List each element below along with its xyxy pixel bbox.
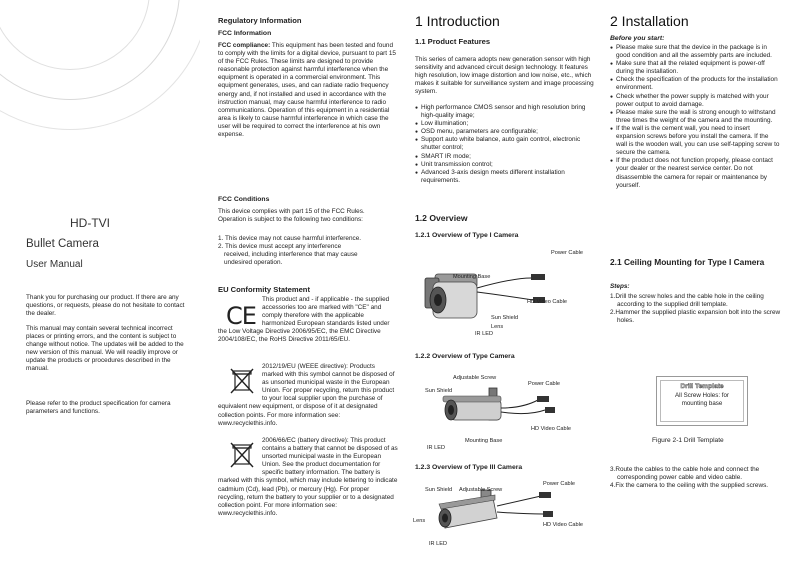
before-start-item: ● Please make sure the wall is strong enough to withstand three times the weight of the camera and the mounting. bbox=[610, 109, 780, 125]
type2-label-sun-shield: Sun Shield bbox=[425, 388, 453, 394]
type1-camera-figure bbox=[413, 244, 598, 340]
step-item: 3.Route the cables to the cable hole and connect the corresponding power cable and video cable. bbox=[610, 466, 760, 482]
features-list bbox=[415, 104, 595, 185]
fcc-conditions-heading: FCC Conditions bbox=[218, 196, 270, 203]
install-title: 2 Installation bbox=[610, 13, 689, 29]
fcc-compliance bbox=[218, 42, 396, 139]
type1-label-mounting-base: Mounting Base bbox=[453, 274, 491, 280]
introduction-panel bbox=[413, 0, 598, 567]
steps-list-a bbox=[610, 293, 790, 325]
type3-label-power-cable: Power Cable bbox=[543, 481, 576, 487]
feature-item: ● Unit transmission control; bbox=[415, 161, 595, 169]
type1-label-ir-led: IR LED bbox=[475, 331, 494, 337]
type3-label-sun-shield: Sun Shield bbox=[425, 487, 453, 493]
cover-panel bbox=[0, 0, 200, 567]
type3-label-lens: Lens bbox=[413, 518, 426, 524]
eu-text-ce-body: This product and - if applicable - the supplied accessories too are marked with "CE" and comply therefore with the applicable harmonized European standards listed under the Low Voltage Directive 2006/95/EC, the EMC Directive 2004/108/EC, the RoHS Directive 2011/65/EU. bbox=[218, 296, 390, 344]
before-start-item: ● If the wall is the cement wall, you need to insert expansion screws before you install the camera. If the wall is the wooden wall, you can use self-tapping screw to secure the camera. bbox=[610, 125, 780, 157]
type3-heading: 1.2.3 Overview of Type III Camera bbox=[415, 464, 523, 471]
ceiling-heading: 2.1 Ceiling Mounting for Type I Camera bbox=[610, 257, 765, 267]
cover-thanks: Thank you for purchasing our product. If there are any questions, or requests, please do not hesitate to contact the dealer. bbox=[26, 294, 185, 318]
cover-disclaimer: This manual may contain several technical incorrect places or printing errors, and the content is subject to change without notice. The updates will be added to the new version of this manual. We will readily improve or update the products or procedures described in the manual. bbox=[26, 325, 184, 373]
type1-label-sun-shield: Sun Shield bbox=[491, 315, 519, 321]
type2-label-power-cable: Power Cable bbox=[528, 381, 561, 387]
fcc-conditions-list bbox=[218, 235, 368, 267]
type3-label-ir-led: IR LED bbox=[429, 541, 448, 547]
before-start-label: Before you start: bbox=[610, 35, 665, 42]
feature-item: ● Low illumination; bbox=[415, 120, 595, 128]
type1-label-lens: Lens bbox=[491, 324, 504, 330]
before-start-item: ● Please make sure that the device in the package is in good condition and all the assembly parts are included. bbox=[610, 44, 780, 60]
step-item: 2.Hammer the supplied plastic expansion bolt into the screw holes. bbox=[610, 309, 781, 325]
installation-panel bbox=[608, 0, 798, 567]
overview-heading: 1.2 Overview bbox=[415, 213, 468, 223]
features-heading: 1.1 Product Features bbox=[415, 37, 491, 46]
type3-label-adjustable-screw: Adjustable Screw bbox=[459, 487, 503, 493]
before-start-item: ● If the product does not function properly, please contact your dealer or the nearest service center. Do not disassemble the camera for repair or maintenance by yourself. bbox=[610, 157, 780, 189]
type2-label-ir-led: IR LED bbox=[427, 445, 446, 451]
step-item: 4.Fix the camera to the ceiling with the supplied screws. bbox=[610, 482, 769, 490]
step-item: 1.Drill the screw holes and the cable hole in the ceiling according to the supplied drill template. bbox=[610, 293, 764, 309]
cover-doc-type: User Manual bbox=[26, 259, 83, 270]
regulatory-panel bbox=[218, 0, 398, 567]
cover-product-name: Bullet Camera bbox=[26, 238, 99, 250]
fcc-condition-item: 2. This device must accept any interference received, including interference that may cause undesired operation. bbox=[218, 243, 358, 267]
before-start-item: ● Check the specification of the products for the installation environment. bbox=[610, 76, 780, 92]
before-start-list bbox=[610, 44, 780, 190]
fcc-conditions-intro: This device complies with part 15 of the FCC Rules. Operation is subject to the following two conditions: bbox=[218, 208, 365, 224]
drill-template-inner bbox=[660, 380, 744, 422]
fcc-compliance-text: This equipment has been tested and found to comply with the limits for a digital device, pursuant to part 15 of the FCC Rules. These limits are designed to provide reasonable protection against harmful interference when the equipment is operated in a commercial environment. This equipment generates, uses, and can radiate radio frequency energy and, if not installed and used in accordance with the instruction manual, may cause harmful interference to radio communications. Operation of this equipment in a residential area is likely to cause harmful interference in which case the user will be required to correct the interference at his own expense. bbox=[218, 42, 396, 139]
figure-caption: Figure 2-1 Drill Template bbox=[652, 437, 724, 444]
type2-label-adjustable-screw: Adjustable Screw bbox=[453, 375, 497, 381]
feature-item: ● Support auto white balance, auto gain control, electronic shutter control; bbox=[415, 136, 595, 152]
drill-template bbox=[656, 376, 748, 426]
fcc-compliance-label: FCC compliance: bbox=[218, 42, 271, 49]
eu-text-ce bbox=[218, 296, 398, 345]
feature-item: ● SMART IR mode; bbox=[415, 153, 595, 161]
ce-mark-logo: CE bbox=[226, 302, 256, 330]
before-start-item: ● Check whether the power supply is matched with your power output to avoid damage. bbox=[610, 93, 780, 109]
type1-heading: 1.2.1 Overview of Type I Camera bbox=[415, 232, 519, 239]
drill-template-title: Drill Template bbox=[680, 383, 724, 390]
type2-label-mounting-base: Mounting Base bbox=[465, 438, 503, 444]
cover-product-line: HD-TVI bbox=[70, 216, 110, 230]
cover-refer: Please refer to the product specification for camera parameters and functions. bbox=[26, 400, 171, 416]
before-start-item: ● Make sure that all the related equipment is power-off during the installation. bbox=[610, 60, 780, 76]
eu-text-battery bbox=[218, 437, 398, 518]
fcc-heading: FCC Information bbox=[218, 30, 272, 37]
fcc-condition-item: 1. This device may not cause harmful interference. bbox=[218, 235, 362, 242]
steps-list-b bbox=[610, 466, 790, 490]
feature-item: ● Advanced 3-axis design meets different installation requirements. bbox=[415, 169, 595, 185]
type1-label-power-cable: Power Cable bbox=[551, 250, 584, 256]
steps-label: Steps: bbox=[610, 283, 630, 290]
type2-heading: 1.2.2 Overview of Type Camera bbox=[415, 353, 515, 360]
drill-template-text: All Screw Holes: for mounting base bbox=[675, 392, 729, 407]
eu-text-weee bbox=[218, 363, 398, 428]
type2-camera-figure bbox=[413, 370, 598, 450]
eu-text-weee-body: 2012/19/EU (WEEE directive): Products marked with this symbol cannot be disposed of as unsorted municipal waste in the European Union. For proper recycling, return this product to your local supplier upon the purchase of equivalent new equipment, or dispose of it at designated collection points. For more information see: www.recyclethis.info. bbox=[218, 363, 395, 427]
feature-item: ● OSD menu, parameters are configurable; bbox=[415, 128, 595, 136]
regulatory-title: Regulatory Information bbox=[218, 16, 302, 25]
feature-item: ● High performance CMOS sensor and high resolution bring high-quality image; bbox=[415, 104, 595, 120]
eu-text-battery-body: 2006/66/EC (battery directive): This product contains a battery that cannot be disposed of as unsorted municipal waste in the European Union. See the product documentation for specific battery information. The battery is marked with this symbol, which may include lettering to indicate cadmium (Cd), lead (Pb), or mercury (Hg). For proper recycling, return the battery to your supplier or to a designated collection point. For more information see: www.recyclethis.info. bbox=[218, 437, 398, 517]
intro-title: 1 Introduction bbox=[415, 13, 500, 29]
eu-heading: EU Conformity Statement bbox=[218, 285, 310, 294]
type3-label-hd-video-cable: HD Video Cable bbox=[543, 522, 584, 528]
type2-label-hd-video-cable: HD Video Cable bbox=[531, 426, 572, 432]
type1-label-hd-video-cable: HD Video Cable bbox=[527, 299, 568, 305]
features-intro: This series of camera adopts new generation sensor with high sensitivity and advanced circuit design technology. It features high resolution, low image distortion and low noise, etc., which makes it suitable for surveillance system and image processing system. bbox=[415, 56, 594, 96]
